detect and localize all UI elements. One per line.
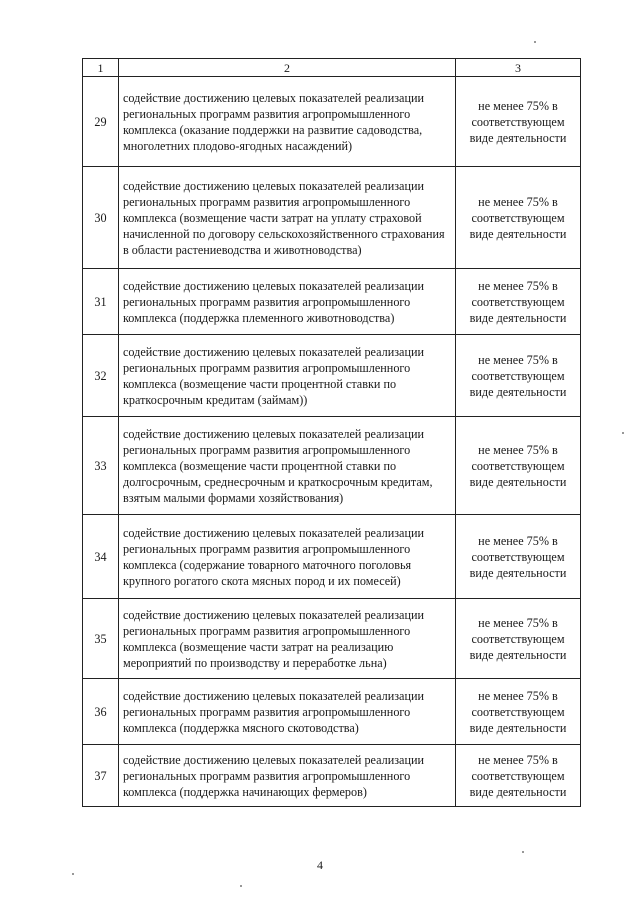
row-description: содействие достижению целевых показателей реализации региональных программ развития агропромышленного комплекса (возмещение части затрат на реализацию мероприятий по производству и переработке льна) — [119, 599, 456, 679]
row-value: не менее 75% в соответствующем виде деятельности — [456, 599, 581, 679]
table-row — [83, 515, 581, 599]
column-header-1: 1 — [83, 59, 119, 77]
row-value: не менее 75% в соответствующем виде деятельности — [456, 417, 581, 515]
table-header-row — [83, 59, 581, 77]
table-row — [83, 745, 581, 807]
scan-speck — [622, 432, 624, 434]
scan-speck — [534, 41, 536, 43]
row-number: 34 — [83, 515, 119, 599]
row-number: 33 — [83, 417, 119, 515]
table-row — [83, 269, 581, 335]
row-value: не менее 75% в соответствующем виде деятельности — [456, 745, 581, 807]
row-description: содействие достижению целевых показателей реализации региональных программ развития агропромышленного комплекса (возмещение части процентной ставки по долгосрочным, среднесрочным и краткосрочным кредитам, взятым малыми формами хозяйствования) — [119, 417, 456, 515]
row-number: 29 — [83, 77, 119, 167]
column-header-3: 3 — [456, 59, 581, 77]
page-number: 4 — [317, 858, 323, 872]
row-number: 32 — [83, 335, 119, 417]
row-value: не менее 75% в соответствующем виде деятельности — [456, 167, 581, 269]
scan-speck — [240, 885, 242, 887]
row-description: содействие достижению целевых показателей реализации региональных программ развития агропромышленного комплекса (содержание товарного маточного поголовья крупного рогатого скота мясных пород и их помесей) — [119, 515, 456, 599]
row-value: не менее 75% в соответствующем виде деятельности — [456, 77, 581, 167]
row-number: 31 — [83, 269, 119, 335]
table-row — [83, 167, 581, 269]
document-table-container — [82, 58, 580, 807]
row-value: не менее 75% в соответствующем виде деятельности — [456, 515, 581, 599]
indicators-table — [82, 58, 581, 807]
row-number: 37 — [83, 745, 119, 807]
table-row — [83, 417, 581, 515]
row-description: содействие достижению целевых показателей реализации региональных программ развития агропромышленного комплекса (поддержка начинающих фермеров) — [119, 745, 456, 807]
row-number: 30 — [83, 167, 119, 269]
table-row — [83, 335, 581, 417]
row-value: не менее 75% в соответствующем виде деятельности — [456, 269, 581, 335]
table-row — [83, 599, 581, 679]
row-number: 36 — [83, 679, 119, 745]
column-header-2: 2 — [119, 59, 456, 77]
row-number: 35 — [83, 599, 119, 679]
row-value: не менее 75% в соответствующем виде деятельности — [456, 679, 581, 745]
row-description: содействие достижению целевых показателей реализации региональных программ развития агропромышленного комплекса (поддержка мясного скотоводства) — [119, 679, 456, 745]
table-row — [83, 679, 581, 745]
row-description: содействие достижению целевых показателей реализации региональных программ развития агропромышленного комплекса (возмещение части затрат на уплату страховой начисленной по договору сельскохозяйственного страхования в области растениеводства и животноводства) — [119, 167, 456, 269]
row-value: не менее 75% в соответствующем виде деятельности — [456, 335, 581, 417]
row-description: содействие достижению целевых показателей реализации региональных программ развития агропромышленного комплекса (поддержка племенного животноводства) — [119, 269, 456, 335]
scan-speck — [72, 873, 74, 875]
row-description: содействие достижению целевых показателей реализации региональных программ развития агропромышленного комплекса (возмещение части процентной ставки по краткосрочным кредитам (займам)) — [119, 335, 456, 417]
table-row — [83, 77, 581, 167]
scan-speck — [522, 851, 524, 853]
row-description: содействие достижению целевых показателей реализации региональных программ развития агропромышленного комплекса (оказание поддержки на развитие садоводства, многолетних плодово-ягодных насаждений) — [119, 77, 456, 167]
